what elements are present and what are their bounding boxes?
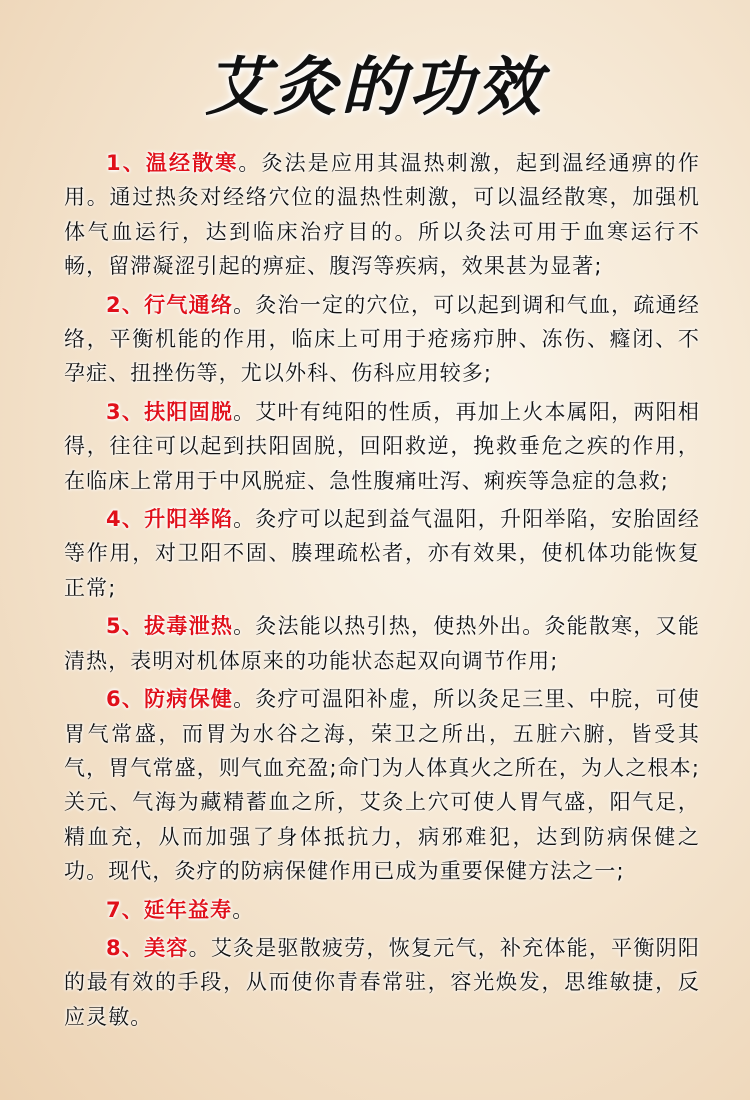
- item-text: 。灸疗可以起到益气温阳，升阳举陷，安胎固经等作用，对卫阳不固、腠理疏松者，亦有效果，使机体功能恢复正常;: [64, 507, 700, 600]
- poster-title: 艾灸的功效: [205, 50, 545, 125]
- efficacy-item: [64, 682, 700, 888]
- efficacy-item: [64, 288, 700, 391]
- item-heading: 2、行气通络: [106, 292, 234, 317]
- item-heading: 6、防病保健: [106, 687, 234, 712]
- efficacy-item: [64, 502, 700, 605]
- item-text: 。艾灸是驱散疲劳，恢复元气，补充体能，平衡阴阳的最有效的手段，从而使你青春常驻，容光焕发，思维敏捷，反应灵敏。: [64, 935, 700, 1029]
- item-heading: 1、温经散寒: [106, 151, 239, 175]
- efficacy-item: [64, 395, 700, 498]
- item-heading: 4、升阳举陷: [106, 507, 234, 532]
- efficacy-item: [64, 609, 700, 678]
- item-heading: 8、美容: [106, 935, 189, 960]
- item-heading: 5、拔毒泄热: [106, 614, 234, 639]
- efficacy-list: [64, 146, 700, 1038]
- item-heading: 3、扶阳固脱: [106, 399, 234, 424]
- item-text: 。灸法是应用其温热刺激，起到温经通痹的作用。通过热灸对经络穴位的温热性刺激，可以温经散寒，加强机体气血运行，达到临床治疗目的。所以灸法可用于血寒运行不畅，留滞凝涩引起的痹症、腹泻等疾病，效果甚为显著;: [64, 151, 700, 279]
- item-heading: 7、延年益寿: [106, 897, 233, 922]
- item-text: 。: [232, 897, 255, 922]
- efficacy-item: [64, 146, 700, 284]
- item-text: 。灸疗可温阳补虚，所以灸足三里、中脘，可使胃气常盛，而胃为水谷之海，荣卫之所出，五脏六腑，皆受其气，胃气常盛，则气血充盈;命门为人体真火之所在，为人之根本;关元、气海为藏精蓄血之所，艾灸上穴可使人胃气盛，阳气足，精血充，从而加强了身体抵抗力，病邪难犯，达到防病保健之功。现代，灸疗的防病保健作用已成为重要保健方法之一;: [64, 687, 700, 884]
- efficacy-item: [64, 931, 700, 1034]
- item-text: 。灸治一定的穴位，可以起到调和气血，疏通经络，平衡机能的作用，临床上可用于疮疡疖肿、冻伤、癃闭、不孕症、扭挫伤等，尤以外科、伤科应用较多;: [64, 292, 700, 386]
- item-text: 。灸法能以热引热，使热外出。灸能散寒，又能清热，表明对机体原来的功能状态起双向调节作用;: [64, 614, 700, 673]
- efficacy-item: [64, 893, 700, 927]
- item-text: 。艾叶有纯阳的性质，再加上火本属阳，两阳相得，往往可以起到扶阳固脱，回阳救逆，挽救垂危之疾的作用，在临床上常用于中风脱症、急性腹痛吐泻、痢疾等急症的急救;: [64, 399, 700, 493]
